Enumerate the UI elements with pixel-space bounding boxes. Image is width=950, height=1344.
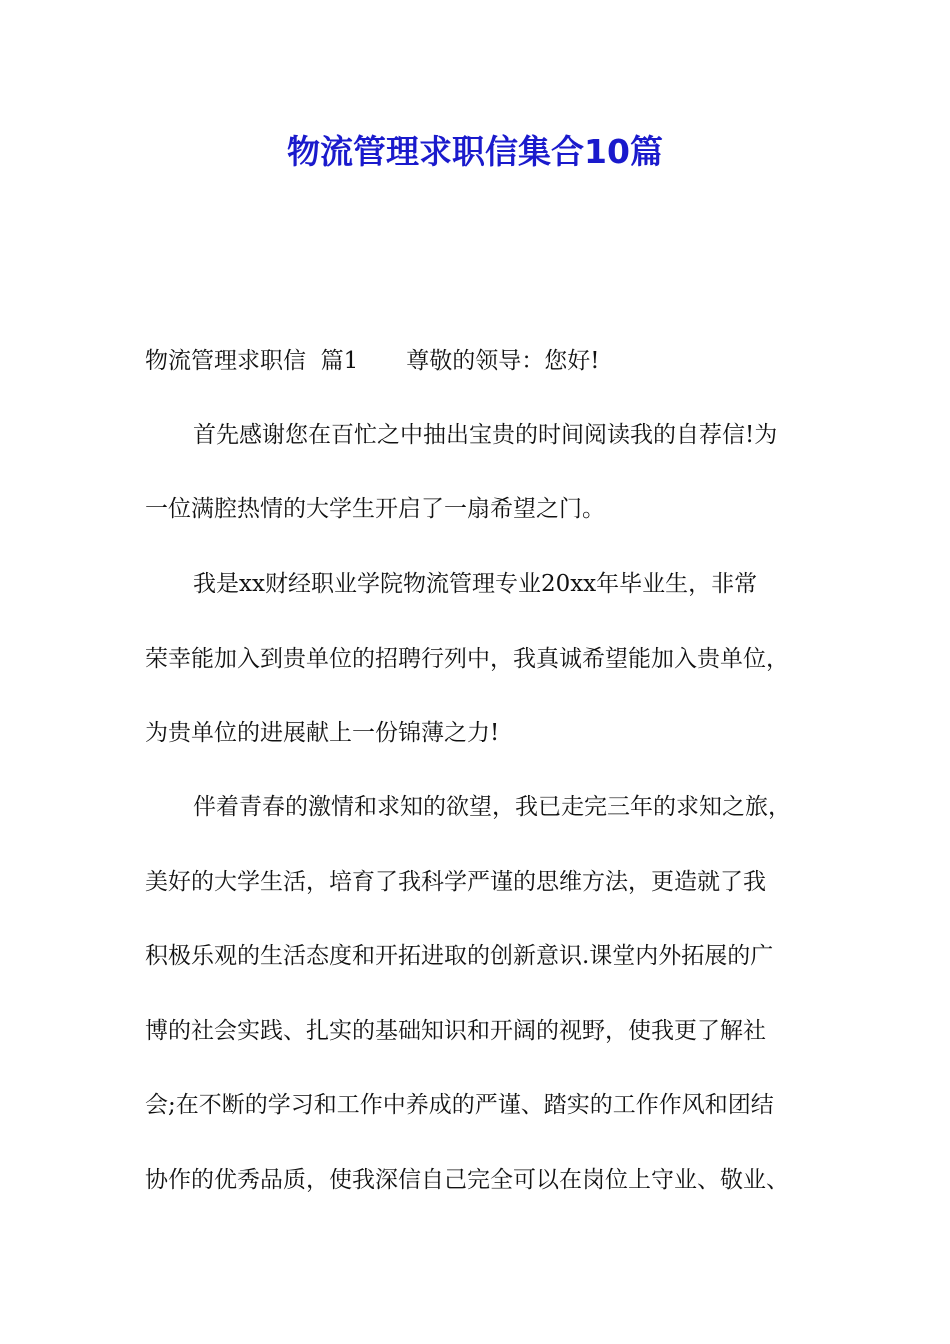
document-title: 物流管理求职信集合10篇 bbox=[287, 132, 663, 171]
paragraph-line: 为贵单位的进展献上一份锦薄之力! bbox=[145, 720, 500, 746]
section-heading-line bbox=[145, 343, 600, 379]
paragraph-line: 会;在不断的学习和工作中养成的严谨、踏实的工作作风和团结 bbox=[145, 1092, 774, 1118]
paragraph-line: 我是xx财经职业学院物流管理专业20xx年毕业生，非常 bbox=[193, 571, 758, 597]
paragraph-line: 一位满腔热情的大学生开启了一扇希望之门。 bbox=[145, 496, 605, 522]
paragraph-line: 博的社会实践、扎实的基础知识和开阔的视野，使我更了解社 bbox=[145, 1018, 766, 1044]
paragraph-line: 伴着青春的激情和求知的欲望，我已走完三年的求知之旅， bbox=[193, 794, 791, 820]
greeting-text: 尊敬的领导：您好! bbox=[406, 348, 600, 374]
paragraph-line: 首先感谢您在百忙之中抽出宝贵的时间阅读我的自荐信!为 bbox=[193, 422, 778, 448]
paragraph-line: 积极乐观的生活态度和开拓进取的创新意识.课堂内外拓展的广 bbox=[145, 943, 774, 969]
section-label: 物流管理求职信 篇1 bbox=[145, 348, 359, 374]
paragraph-line: 美好的大学生活，培育了我科学严谨的思维方法，更造就了我 bbox=[145, 869, 766, 895]
paragraph-line: 协作的优秀品质，使我深信自己完全可以在岗位上守业、敬业、 bbox=[145, 1167, 789, 1193]
paragraph-line: 荣幸能加入到贵单位的招聘行列中，我真诚希望能加入贵单位， bbox=[145, 646, 789, 672]
